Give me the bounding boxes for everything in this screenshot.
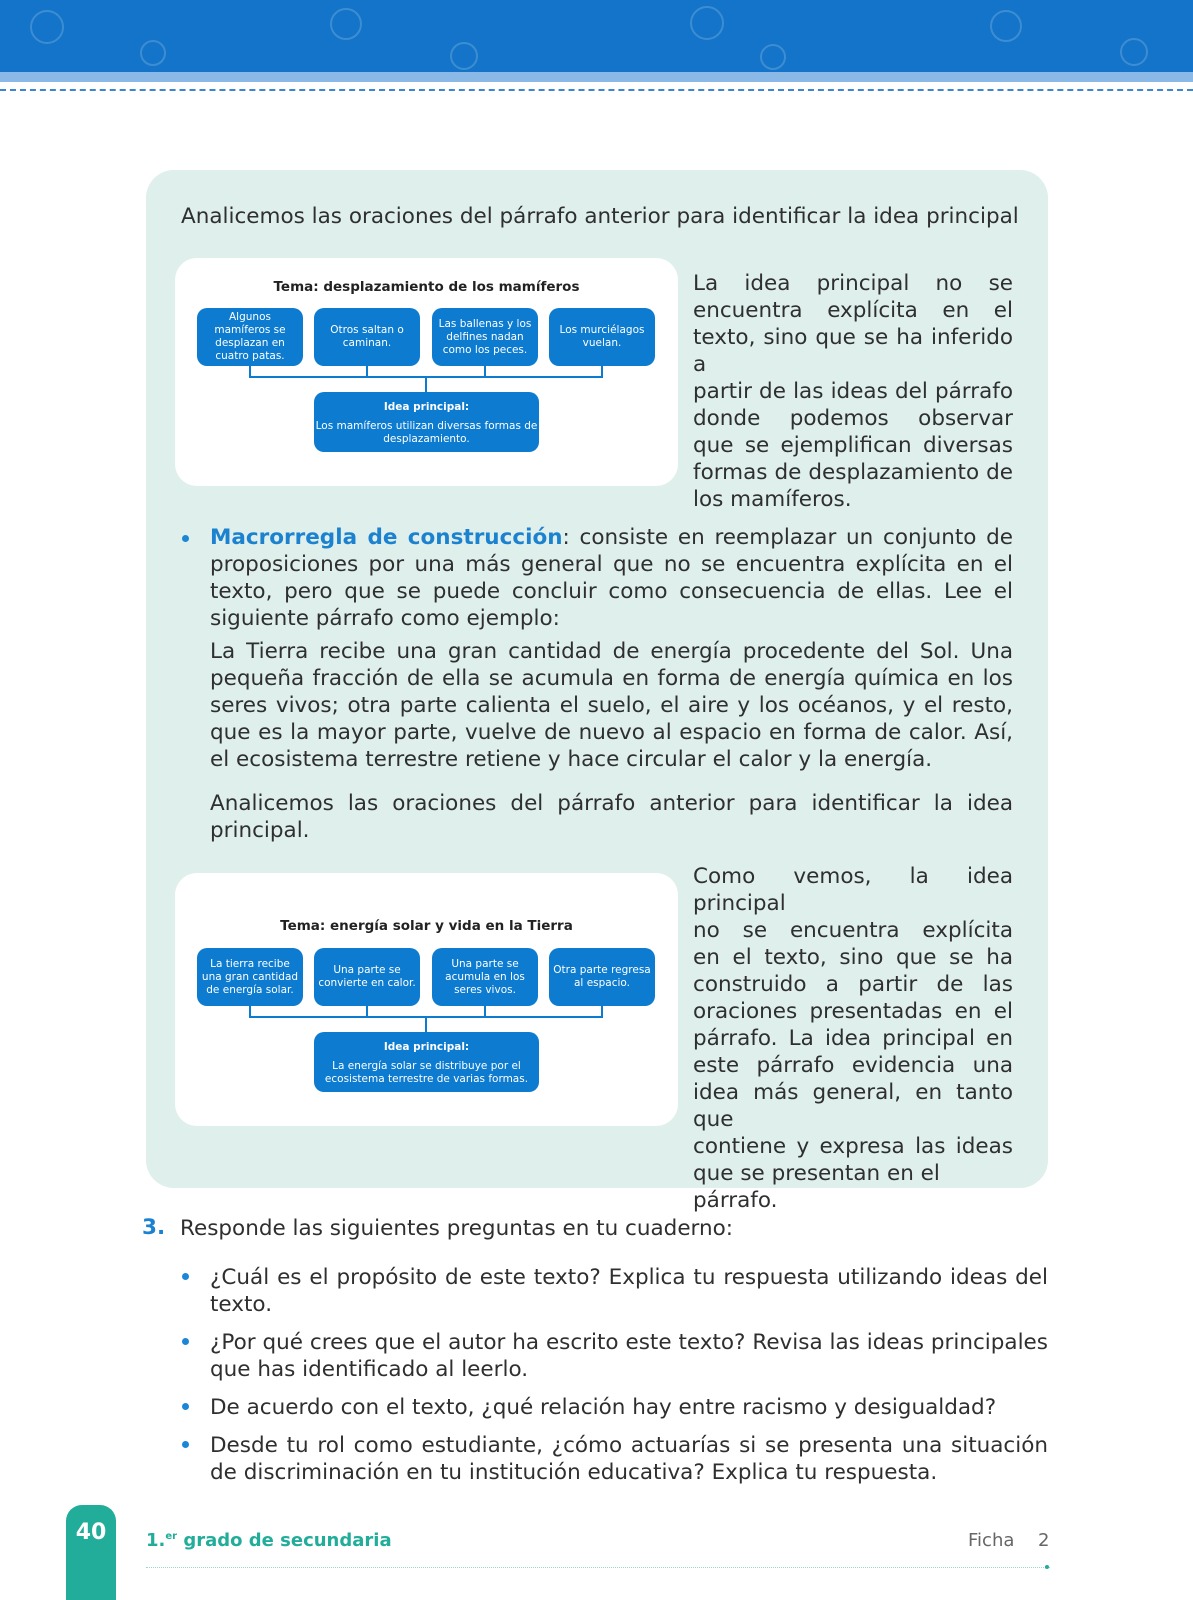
- example-paragraph: [210, 638, 1013, 773]
- text-line: idea más general, en tanto que: [693, 1080, 1013, 1132]
- text-line: [210, 524, 1013, 551]
- decorative-doodle-icon: [1120, 38, 1148, 66]
- diagram-box: Una parte se acumula en los seres vivos.: [432, 948, 538, 1006]
- main-idea-heading: Idea principal:: [383, 1041, 470, 1053]
- text-line: que has identificado al leerlo.: [210, 1357, 529, 1382]
- ficha-number: 2: [1038, 1530, 1050, 1551]
- ficha-label: Ficha: [968, 1530, 1015, 1551]
- diagram-title: Tema: energía solar y vida en la Tierra: [280, 918, 573, 934]
- text-line: no se encuentra explícita: [693, 918, 1013, 943]
- grade-label: [146, 1530, 392, 1551]
- decorative-doodle-icon: [30, 10, 64, 44]
- footer-divider: [146, 1567, 1050, 1568]
- intro-sentence-1: Analicemos las oraciones del párrafo anterior para identificar la idea principal: [181, 204, 1019, 229]
- text-line: ¿Por qué crees que el autor ha escrito este texto? Revisa las ideas principales: [210, 1330, 1048, 1355]
- diagram-box: Otros saltan o caminan.: [314, 308, 420, 366]
- text-line: principal.: [210, 818, 310, 843]
- main-idea-box: [314, 1032, 539, 1092]
- text-line: ¿Cuál es el propósito de este texto? Explica tu respuesta utilizando ideas del: [210, 1265, 1048, 1290]
- grade-superscript: er: [165, 1531, 178, 1542]
- connector-line: [425, 378, 427, 392]
- footer-dot-icon: [1045, 1565, 1049, 1569]
- text-line: texto, sino que se ha inferido a: [693, 325, 1013, 377]
- text-line: que se ejemplifican diversas: [693, 433, 1013, 458]
- decorative-doodle-icon: [690, 6, 724, 40]
- grade-prefix: 1.: [146, 1530, 166, 1551]
- main-idea-text: Los mamíferos utilizan diversas formas de desplazamiento.: [315, 420, 538, 445]
- decorative-doodle-icon: [990, 10, 1022, 42]
- header-stripe: [0, 72, 1193, 82]
- header-dashed-divider: [0, 89, 1193, 91]
- decorative-doodle-icon: [140, 40, 166, 66]
- text-line: Analicemos las oraciones del párrafo anterior para identificar la idea: [210, 791, 1013, 816]
- text-line: que es la mayor parte, vuelve de nuevo al espacio en forma de calor. Así,: [210, 720, 1013, 745]
- connector-line: [425, 1018, 427, 1032]
- text-line: pequeña fracción de ella se acumula en forma de energía química en los: [210, 666, 1013, 691]
- macrorule-term: Macrorregla de construcción: [210, 525, 563, 550]
- main-idea-text: La energía solar se distribuye por el ecosistema terrestre de varias formas.: [324, 1060, 529, 1085]
- intro-sentence-2: [210, 790, 1013, 844]
- text-line: de discriminación en tu institución educativa? Explica tu respuesta.: [210, 1460, 938, 1485]
- text-fragment: : consiste en reemplazar un conjunto de: [562, 525, 1014, 550]
- text-line: contiene y expresa las ideas: [693, 1134, 1013, 1159]
- decorative-doodle-icon: [450, 42, 478, 70]
- main-idea-heading: Idea principal:: [383, 401, 470, 413]
- text-line: este párrafo evidencia una: [693, 1053, 1013, 1078]
- text-line: partir de las ideas del párrafo: [693, 379, 1013, 404]
- diagram-box: Algunos mamíferos se desplazan en cuatro patas.: [197, 308, 303, 366]
- text-line: párrafo. La idea principal en: [693, 1026, 1013, 1051]
- text-line: encuentra explícita en el: [693, 298, 1013, 323]
- decorative-doodle-icon: [760, 44, 786, 70]
- main-idea-box: [314, 392, 539, 452]
- text-line: donde podemos observar: [693, 406, 1013, 431]
- diagram-box: Otra parte regresa al espacio.: [549, 948, 655, 1006]
- question-prompt: Responde las siguientes preguntas en tu cuaderno:: [180, 1216, 734, 1241]
- text-line: texto, pero que se puede concluir como consecuencia de ellas. Lee el: [210, 579, 1013, 604]
- diagram-box: La tierra recibe una gran cantidad de energía solar.: [197, 948, 303, 1006]
- text-line: Como vemos, la idea principal: [693, 864, 1013, 916]
- side-explanation-1: [693, 270, 1013, 513]
- question-item: [210, 1264, 1048, 1318]
- text-line: el ecosistema terrestre retiene y hace circular el calor y la energía.: [210, 747, 933, 772]
- bullet-icon: [182, 1403, 189, 1410]
- text-line: construido a partir de las: [693, 972, 1013, 997]
- text-line: oraciones presentadas en el: [693, 999, 1013, 1024]
- concept-diagram-1: [175, 258, 678, 486]
- grade-rest: grado de secundaria: [177, 1530, 392, 1551]
- decorative-doodle-icon: [330, 8, 362, 40]
- text-line: seres vivos; otra parte calienta el suelo, el aire y los océanos, y el resto,: [210, 693, 1013, 718]
- text-line: La idea principal no se: [693, 271, 1013, 296]
- text-line: en el texto, sino que se ha: [693, 945, 1013, 970]
- page-number: 40: [75, 1520, 107, 1545]
- text-line: proposiciones por una más general que no se encuentra explícita en el: [210, 552, 1013, 577]
- text-line: los mamíferos.: [693, 487, 852, 512]
- question-item: [210, 1329, 1048, 1383]
- bullet-icon: [182, 1338, 189, 1345]
- diagram-title: Tema: desplazamiento de los mamíferos: [273, 279, 580, 295]
- side-explanation-2: [693, 863, 1013, 1214]
- text-line: De acuerdo con el texto, ¿qué relación hay entre racismo y desigualdad?: [210, 1395, 997, 1420]
- macrorule-paragraph: [210, 524, 1013, 632]
- text-line: La Tierra recibe una gran cantidad de energía procedente del Sol. Una: [210, 639, 1013, 664]
- diagram-box: Las ballenas y los delfines nadan como los peces.: [432, 308, 538, 366]
- bullet-icon: [182, 1273, 189, 1280]
- text-line: Desde tu rol como estudiante, ¿cómo actuarías si se presenta una situación: [210, 1433, 1048, 1458]
- text-line: texto.: [210, 1292, 273, 1317]
- diagram-box: Una parte se convierte en calor.: [314, 948, 420, 1006]
- diagram-box: Los murciélagos vuelan.: [549, 308, 655, 366]
- header-banner: [0, 0, 1193, 72]
- question-item: [210, 1394, 1048, 1421]
- question-item: [210, 1432, 1048, 1486]
- concept-diagram-2: [175, 873, 678, 1126]
- question-number: 3.: [142, 1215, 166, 1240]
- bullet-icon: [182, 1441, 189, 1448]
- text-line: siguiente párrafo como ejemplo:: [210, 606, 560, 631]
- bullet-icon: [182, 535, 189, 542]
- text-line: que se presentan en el párrafo.: [693, 1161, 940, 1213]
- text-line: formas de desplazamiento de: [693, 460, 1013, 485]
